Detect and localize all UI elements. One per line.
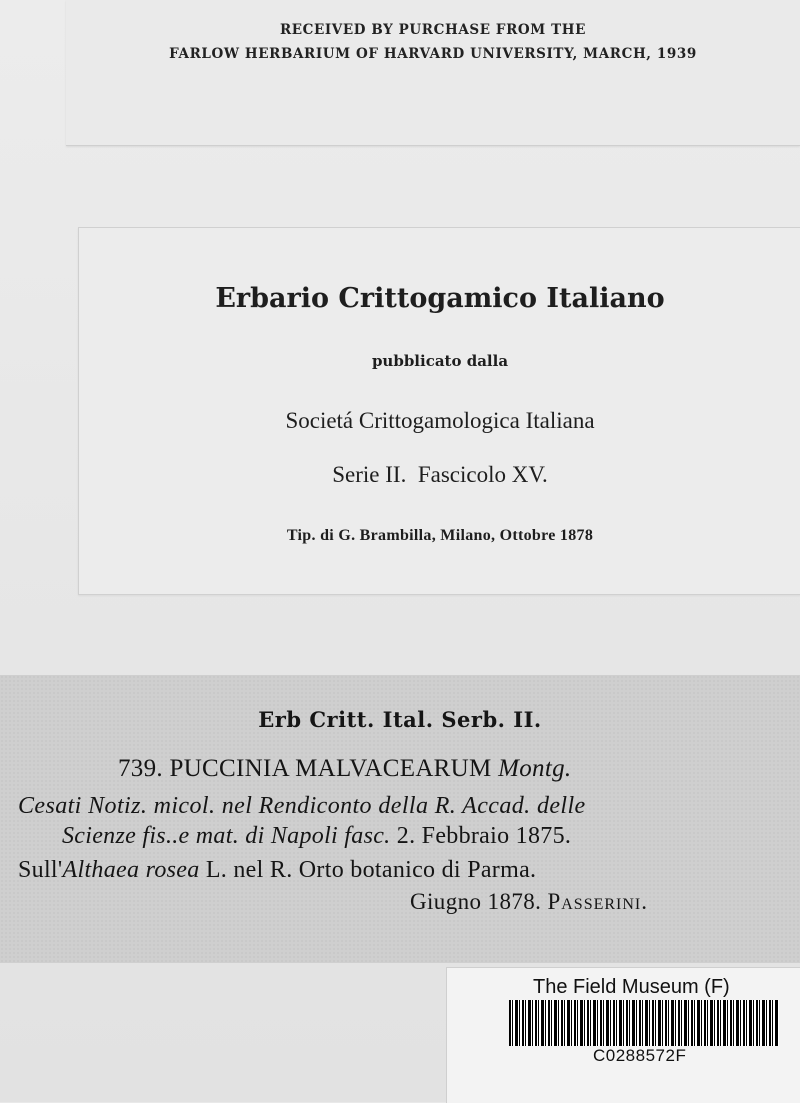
barcode-graphic [509,1000,779,1046]
purchase-line-2: FARLOW HERBARIUM OF HARVARD UNIVERSITY, MARCH, 1939 [169,46,697,62]
erbario-society: Societá Crittogamologica Italiana [285,408,595,433]
collector-name: Passerini. [547,889,649,914]
species-number-genus: 739. PUCCINIA MALVACEARUM [118,755,492,782]
specimen-reference-line-2 [62,823,571,850]
host-location: L. nel R. Orto botanico di Parma. [199,857,537,883]
specimen-header: Erb Critt. Ital. Serb. II. [258,707,542,732]
barcode-label [446,967,800,1103]
specimen-species [118,755,571,783]
specimen-host-line [18,857,536,884]
host-species: Althaea rosea [62,857,200,883]
erbario-printer: Tip. di G. Brambilla, Milano, Ottobre 1878 [286,527,594,544]
specimen-collection-date [410,889,648,915]
erbario-published-by: pubblicato dalla [371,352,509,370]
host-prefix: Sull' [18,857,63,883]
reference-journal: Scienze fis..e mat. di Napoli fasc. [62,823,391,849]
reference-date: 2. Febbraio 1875. [390,823,572,849]
erbario-label [78,227,800,595]
erbario-series: Serie II. Fascicolo XV. [332,462,548,487]
purchase-label [66,0,800,146]
specimen-label [0,675,800,963]
museum-name: The Field Museum (F) [533,976,730,998]
erbario-title: Erbario Crittogamico Italiano [215,283,665,314]
specimen-reference-line-1: Cesati Notiz. micol. nel Rendiconto della R. Accad. delle [18,793,586,819]
purchase-line-1: RECEIVED BY PURCHASE FROM THE [279,22,587,38]
species-author: Montg. [498,755,572,782]
catalog-number: C0288572F [593,1046,687,1065]
collection-date: Giugno 1878. [410,889,548,914]
